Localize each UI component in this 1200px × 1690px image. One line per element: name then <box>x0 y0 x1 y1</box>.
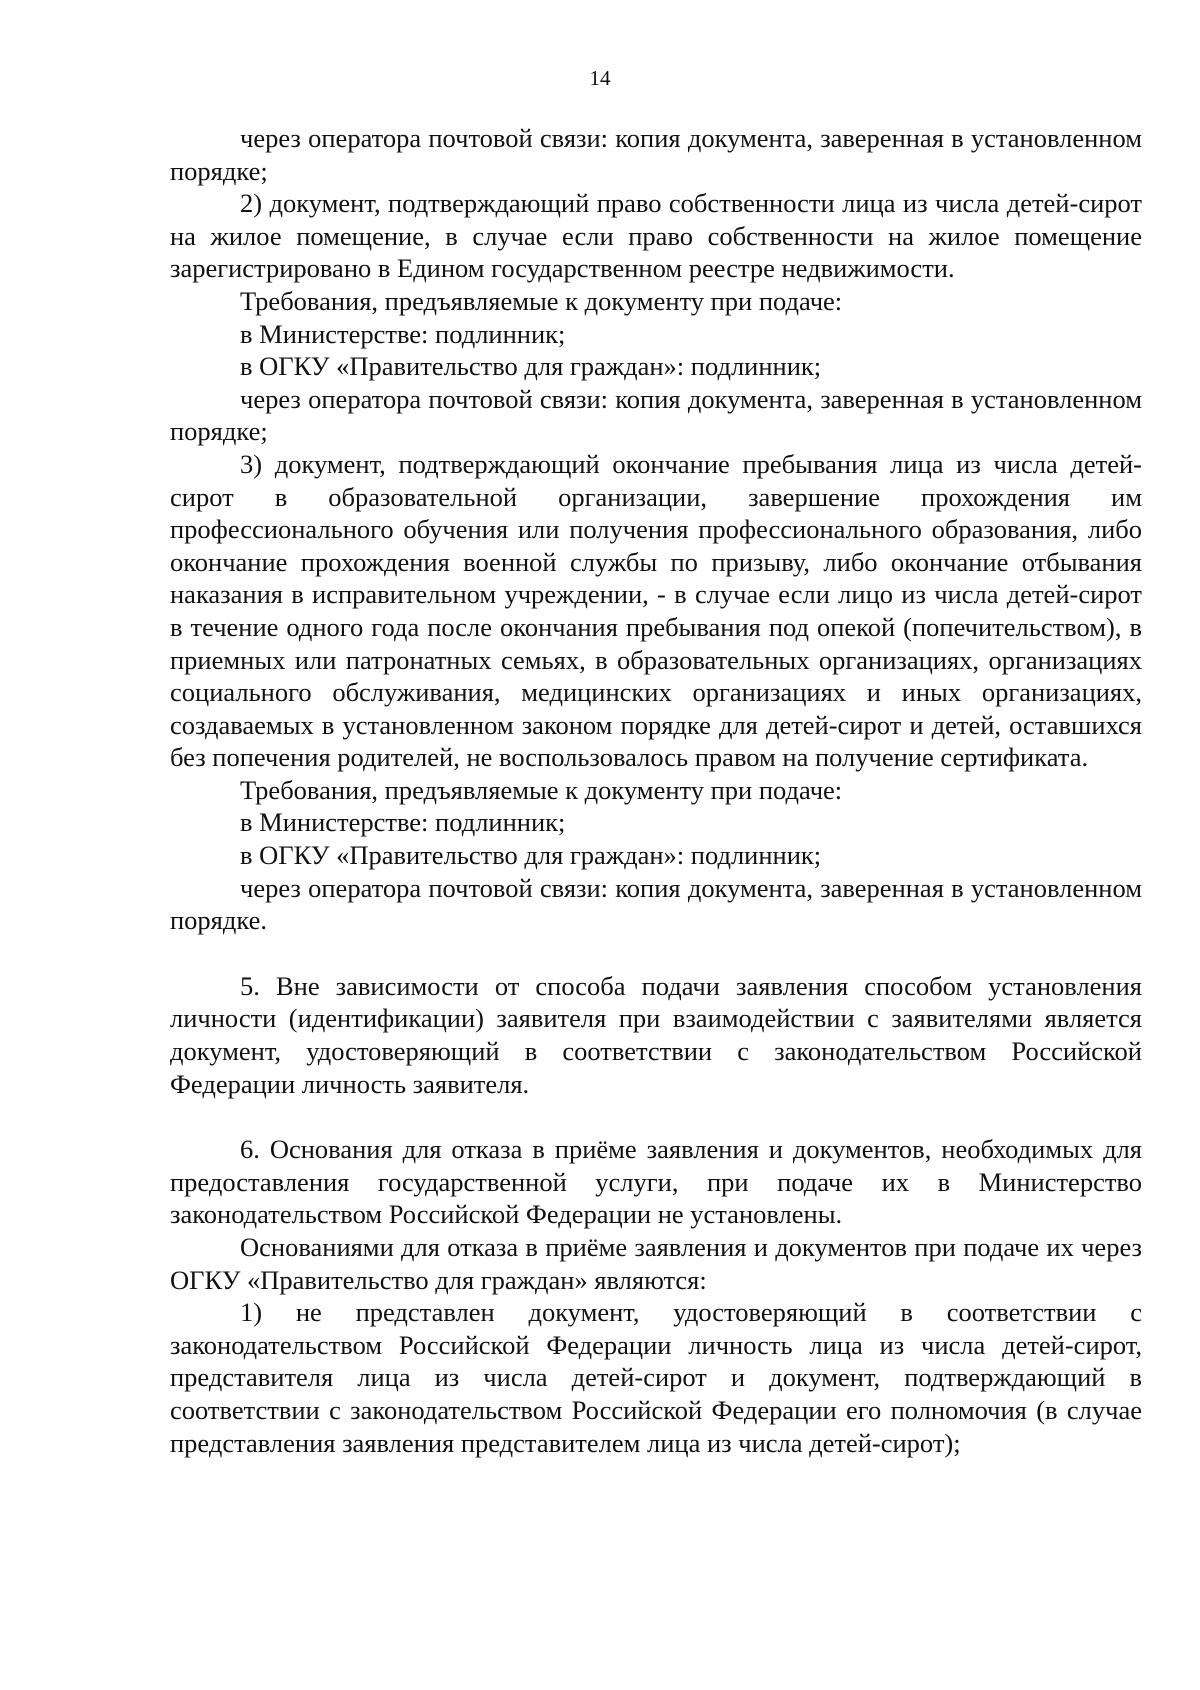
paragraph-postal-copy-3: через оператора почтовой связи: копия документа, заверенная в установленном порядке. <box>170 872 1142 936</box>
paragraph-requirements-2: Требования, предъявляемые к документу при подаче: <box>240 774 843 805</box>
paragraph-ogku-original-2: в ОГКУ «Правительство для граждан»: подлинник; <box>240 840 822 871</box>
paragraph-postal-copy-1: через оператора почтовой связи: копия документа, заверенная в установленном порядке; <box>170 123 1142 186</box>
paragraph-item-2-ownership: 2) документ, подтверждающий право собственности лица из числа детей-сирот на жилое помещение, в случае если право собственности на жилое помещение зарегистрировано в Едином государственном реестре недвижимости. <box>170 188 1142 284</box>
paragraph-refusal-grounds: Основаниями для отказа в приёме заявления и документов при подаче их через ОГКУ «Правительство для граждан» являются: <box>170 1232 1142 1295</box>
paragraph-ministry-original-1: в Министерстве: подлинник; <box>240 318 566 349</box>
paragraph-section-5: 5. Вне зависимости от способа подачи заявления способом установления личности (идентификации) заявителя при взаимодействии с заявителями является документ, удостоверяющий в соответствии с законодательством Российской Федерации личность заявителя. <box>170 970 1142 1099</box>
paragraph-refusal-item-1: 1) не представлен документ, удостоверяющий в соответствии с законодательством Российской Федерации личность лица из числа детей-сирот, представителя лица из числа детей-сирот и документ, подтверждающий в соответствии с законодательством Российской Федерации его полномочия (в случае представления заявления представителем лица из числа детей-сирот); <box>170 1297 1142 1458</box>
paragraph-ogku-original-1: в ОГКУ «Правительство для граждан»: подлинник; <box>240 351 822 382</box>
paragraph-ministry-original-2: в Министерстве: подлинник; <box>240 807 566 838</box>
page-number: 14 <box>589 66 611 90</box>
paragraph-postal-copy-2: через оператора почтовой связи: копия документа, заверенная в установленном порядке; <box>170 383 1142 447</box>
paragraph-section-6: 6. Основания для отказа в приёме заявления и документов, необходимых для предоставления государственной услуги, при подаче их в Министерство законодательством Российской Федерации не установлены. <box>170 1134 1142 1230</box>
paragraph-item-3-completion: 3) документ, подтверждающий окончание пребывания лица из числа детей-сирот в образовательной организации, завершение прохождения им профессионального обучения или получения профессионального образования, либо окончание прохождения военной службы по призыву, либо окончание отбывания наказания в исправительном учреждении, - в случае если лицо из числа детей-сирот в течение одного года после окончания пребывания под опекой (попечительством), в приемных или патронатных семьях, в образовательных организациях, организациях социального обслуживания, медицинских организациях и иных организациях, создаваемых в установленном законом порядке для детей-сирот и детей, оставшихся без попечения родителей, не воспользовалось правом на получение сертификата. <box>170 448 1142 773</box>
paragraph-requirements-1: Требования, предъявляемые к документу при подаче: <box>240 285 843 316</box>
document-body <box>170 122 1142 1459</box>
